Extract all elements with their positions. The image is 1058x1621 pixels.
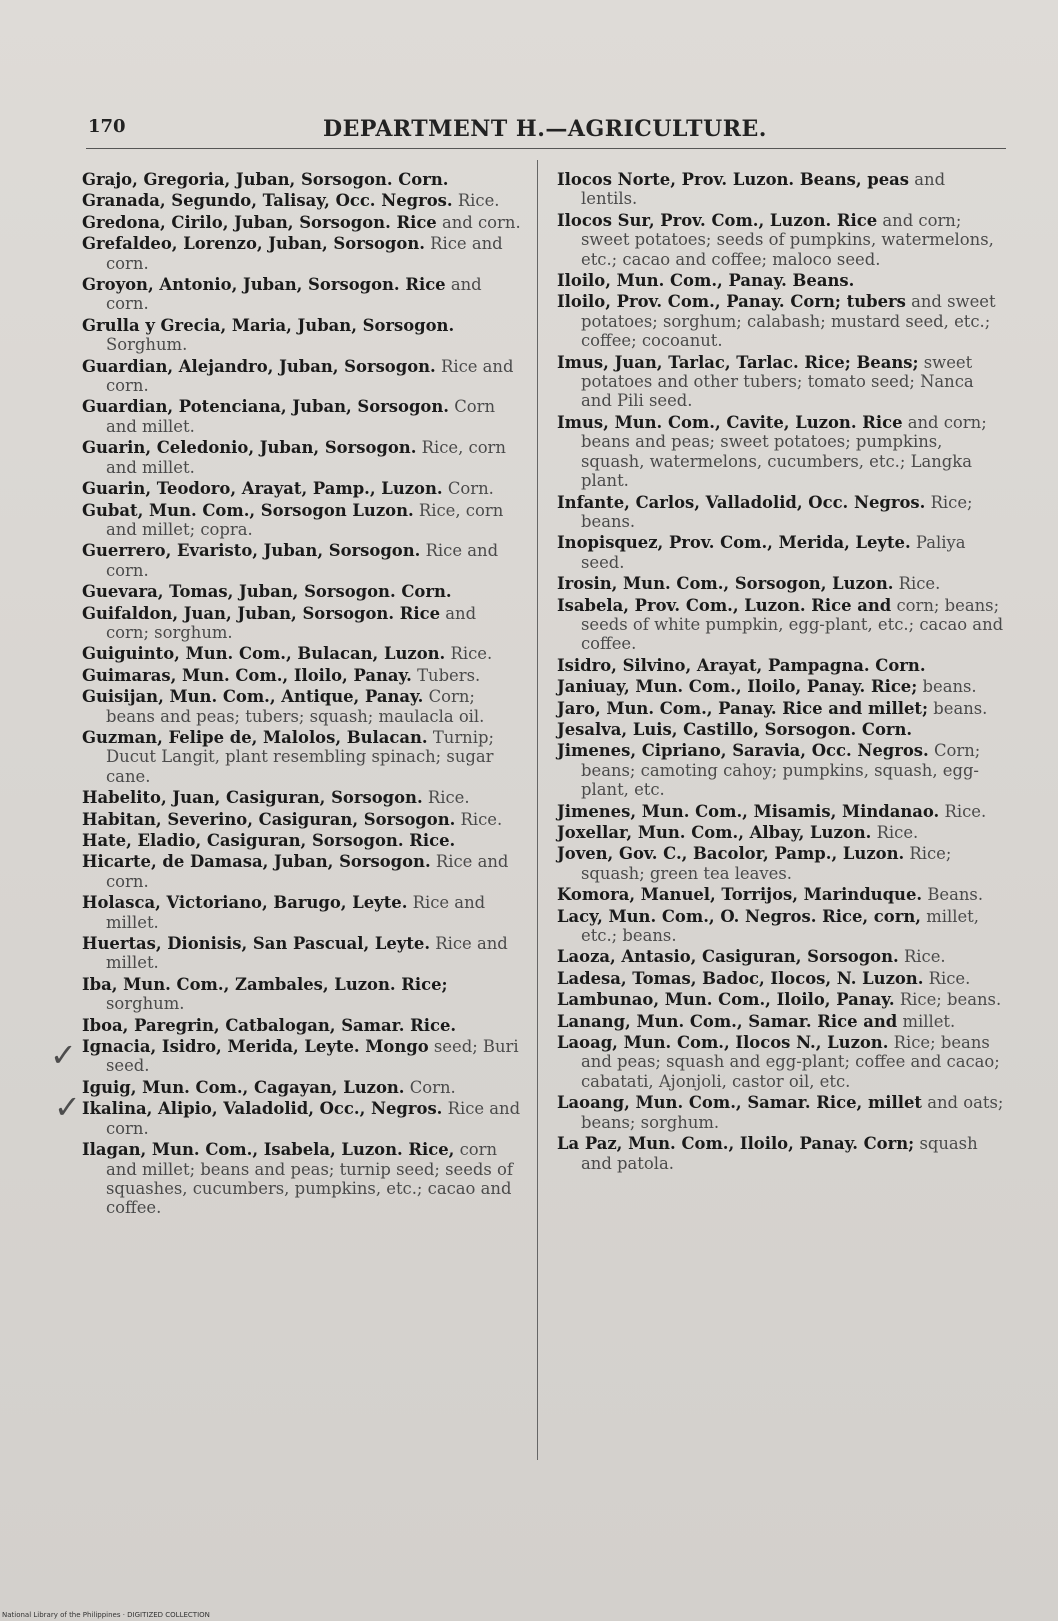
entry-description: Rice; squash; green tea leaves.	[581, 844, 952, 883]
entry-heading: Joven, Gov. C., Bacolor, Pamp., Luzon.	[557, 844, 905, 864]
entry-heading: Guimaras, Mun. Com., Iloilo, Panay.	[82, 665, 412, 685]
entry-heading: Irosin, Mun. Com., Sorsogon, Luzon.	[557, 574, 894, 594]
entry-heading: Ilagan, Mun. Com., Isabela, Luzon. Rice,	[82, 1140, 455, 1160]
column-divider	[537, 160, 538, 1460]
entry-heading: Ilocos Norte, Prov. Luzon. Beans, peas	[557, 170, 910, 189]
entry-heading: Inopisquez, Prov. Com., Merida, Leyte.	[557, 533, 911, 553]
entry-heading: Iloilo, Prov. Com., Panay. Corn; tubers	[557, 292, 906, 312]
entry-description: seed; Buri seed.	[106, 1037, 519, 1076]
list-item	[82, 234, 522, 273]
list-item	[557, 947, 1005, 966]
page-number: 170	[88, 116, 126, 137]
list-item	[557, 699, 1005, 718]
entry-heading: Ladesa, Tomas, Badoc, Ilocos, N. Luzon.	[557, 968, 924, 988]
list-item	[82, 604, 522, 643]
entry-description: Rice; beans.	[899, 990, 1002, 1010]
entry-heading: Grefaldeo, Lorenzo, Juban, Sorsogon.	[82, 234, 425, 254]
entry-description: Sorghum.	[106, 335, 188, 355]
entry-heading: Lambunao, Mun. Com., Iloilo, Panay.	[557, 990, 895, 1010]
entry-heading: Ilocos Sur, Prov. Com., Luzon. Rice	[557, 210, 878, 230]
entry-heading: Ikalina, Alipio, Valadolid, Occ., Negros.	[82, 1099, 443, 1119]
entry-heading: Jimenes, Mun. Com., Misamis, Mindanao.	[557, 801, 940, 821]
list-item	[557, 907, 1005, 946]
entry-description: Corn; beans and peas; tubers; squash; maulacla oil.	[106, 687, 485, 726]
list-item	[557, 1033, 1005, 1091]
entry-heading: Jesalva, Luis, Castillo, Sorsogon. Corn.	[557, 719, 913, 739]
entry-heading: Grulla y Grecia, Maria, Juban, Sorsogon.	[82, 315, 455, 335]
list-item	[82, 357, 522, 396]
list-item	[82, 831, 522, 850]
entry-heading: Guzman, Felipe de, Malolos, Bulacan.	[82, 727, 428, 747]
entry-description: Rice; beans and peas; squash and egg-plant; coffee and cacao; cabatati, Ajonjoli, castor oil, etc.	[581, 1033, 1000, 1091]
list-item	[82, 788, 522, 807]
entry-description: Corn and millet.	[106, 397, 496, 436]
entry-heading: Jaro, Mun. Com., Panay. Rice and millet;	[557, 698, 929, 718]
entry-heading: Guifaldon, Juan, Juban, Sorsogon. Rice	[82, 603, 441, 623]
list-item	[82, 501, 522, 540]
entry-heading: Groyon, Antonio, Juban, Sorsogon. Rice	[82, 275, 446, 295]
header-rule	[86, 148, 1006, 149]
entry-description: Rice.	[876, 823, 919, 842]
list-item	[82, 852, 522, 891]
entry-description: squash and patola.	[581, 1134, 978, 1173]
entry-heading: Guarin, Teodoro, Arayat, Pamp., Luzon.	[82, 479, 443, 499]
entry-description: and lentils.	[581, 170, 946, 209]
entry-heading: Imus, Juan, Tarlac, Tarlac. Rice; Beans;	[557, 352, 919, 372]
entry-heading: Hicarte, de Damasa, Juban, Sorsogon.	[82, 852, 431, 872]
entry-heading: Isidro, Silvino, Arayat, Pampagna. Corn.	[557, 655, 926, 675]
list-item	[82, 975, 522, 1014]
entry-heading: Isabela, Prov. Com., Luzon. Rice and	[557, 595, 892, 615]
list-item	[82, 810, 522, 829]
list-item	[557, 292, 1005, 350]
entry-description: Paliya seed.	[581, 533, 966, 572]
entry-description: and corn; sorghum.	[106, 603, 477, 642]
entry-description: corn and millet; beans and peas; turnip seed; seeds of squashes, cucumbers, pumpkins, etc.; cacao and coffee.	[106, 1140, 513, 1218]
list-item	[82, 1016, 522, 1035]
list-item	[557, 844, 1005, 883]
entry-heading: Grajo, Gregoria, Juban, Sorsogon. Corn.	[82, 170, 449, 189]
entry-description: and corn; beans and peas; sweet potatoes; pumpkins, squash, watermelons, cucumbers, etc.; Langka plant.	[581, 412, 987, 491]
list-item	[82, 644, 522, 663]
list-item	[557, 990, 1005, 1009]
entry-heading: Guevara, Tomas, Juban, Sorsogon. Corn.	[82, 582, 452, 602]
entry-heading: Holasca, Victoriano, Barugo, Leyte.	[82, 893, 408, 913]
entry-description: Rice and corn.	[106, 1099, 521, 1138]
entry-description: Rice.	[450, 644, 493, 664]
list-item	[82, 213, 522, 232]
list-item	[82, 666, 522, 685]
list-item	[82, 687, 522, 726]
entry-description: Rice and corn.	[106, 852, 509, 891]
list-item	[82, 397, 522, 436]
list-item	[82, 893, 522, 932]
list-item	[557, 1134, 1005, 1173]
entry-heading: Jimenes, Cipriano, Saravia, Occ. Negros.	[557, 741, 929, 761]
entry-heading: Iguig, Mun. Com., Cagayan, Luzon.	[82, 1077, 405, 1097]
entry-description: Rice.	[457, 191, 500, 211]
list-item	[557, 656, 1005, 675]
list-item	[557, 211, 1005, 269]
entry-heading: Lanang, Mun. Com., Samar. Rice and	[557, 1011, 898, 1031]
list-item	[557, 969, 1005, 988]
list-item	[82, 1037, 522, 1076]
list-item	[82, 1140, 522, 1218]
entry-description: Rice.	[460, 809, 503, 829]
entry-heading: Iba, Mun. Com., Zambales, Luzon. Rice;	[82, 974, 448, 994]
list-item	[557, 493, 1005, 532]
entry-description: Rice and corn.	[106, 234, 503, 273]
entry-heading: Infante, Carlos, Valladolid, Occ. Negros.	[557, 492, 926, 512]
entry-heading: Laoag, Mun. Com., Ilocos N., Luzon.	[557, 1033, 889, 1053]
list-item	[82, 1099, 522, 1138]
entry-heading: Ignacia, Isidro, Merida, Leyte. Mongo	[82, 1037, 429, 1057]
entry-heading: Joxellar, Mun. Com., Albay, Luzon.	[557, 823, 872, 842]
list-item	[82, 934, 522, 973]
entry-heading: Habitan, Severino, Casiguran, Sorsogon.	[82, 809, 456, 829]
entry-heading: Habelito, Juan, Casiguran, Sorsogon.	[82, 788, 423, 808]
list-item	[82, 275, 522, 314]
entry-description: sorghum.	[106, 994, 185, 1014]
list-item	[82, 316, 522, 355]
entry-description: beans.	[933, 698, 988, 718]
list-item	[557, 802, 1005, 821]
list-item	[82, 438, 522, 477]
entry-heading: Janiuay, Mun. Com., Iloilo, Panay. Rice;	[557, 677, 918, 697]
entry-description: corn; beans; seeds of white pumpkin, egg-plant, etc.; cacao and coffee.	[581, 595, 1004, 654]
entry-description: Rice and millet.	[106, 893, 486, 932]
entry-description: Rice and corn.	[106, 541, 499, 580]
list-item	[557, 574, 1005, 593]
entry-description: and oats; beans; sorghum.	[581, 1093, 1004, 1132]
list-item	[557, 741, 1005, 799]
entry-description: and corn.	[106, 275, 482, 314]
entry-description: Rice; beans.	[581, 492, 973, 531]
list-item	[557, 677, 1005, 696]
list-item	[82, 170, 522, 189]
entry-heading: Huertas, Dionisis, San Pascual, Leyte.	[82, 934, 431, 954]
entry-heading: Gubat, Mun. Com., Sorsogon Luzon.	[82, 500, 414, 520]
list-item	[557, 823, 1005, 842]
entry-description: Rice and corn.	[106, 356, 514, 396]
list-item	[557, 271, 1005, 290]
entry-heading: Guerrero, Evaristo, Juban, Sorsogon.	[82, 541, 421, 561]
entry-heading: Iloilo, Mun. Com., Panay. Beans.	[557, 271, 855, 291]
entry-description: Rice.	[427, 788, 470, 808]
entry-description: Rice and millet.	[106, 934, 508, 973]
list-item	[557, 1093, 1005, 1132]
entry-description: Beans.	[927, 885, 984, 905]
entry-description: and sweet potatoes; sorghum; calabash; mustard seed, etc.; coffee; cocoanut.	[581, 292, 996, 351]
list-item	[557, 596, 1005, 654]
list-item	[82, 479, 522, 498]
entry-description: and corn; sweet potatoes; seeds of pumpkins, watermelons, etc.; cacao and coffee; maloco seed.	[581, 210, 994, 269]
entry-heading: Guardian, Alejandro, Juban, Sorsogon.	[82, 356, 436, 376]
list-item	[557, 885, 1005, 904]
list-item	[557, 353, 1005, 411]
entry-heading: Laoza, Antasio, Casiguran, Sorsogon.	[557, 947, 899, 967]
entry-description: millet, etc.; beans.	[581, 906, 979, 946]
running-title: DEPARTMENT H.—AGRICULTURE.	[323, 116, 767, 142]
entry-heading: Hate, Eladio, Casiguran, Sorsogon. Rice.	[82, 831, 456, 850]
entry-description: Rice.	[944, 801, 987, 821]
entry-description: Rice, corn and millet.	[106, 438, 506, 477]
list-item	[82, 728, 522, 786]
entry-heading: Iboa, Paregrin, Catbalogan, Samar. Rice.	[82, 1015, 457, 1035]
left-column	[82, 170, 522, 1220]
entry-description: Rice, corn and millet; copra.	[106, 500, 504, 539]
entry-description: sweet potatoes and other tubers; tomato seed; Nanca and Pili seed.	[581, 352, 974, 411]
entry-description: Rice.	[903, 947, 946, 967]
entry-description: Turnip; Ducut Langit, plant resembling spinach; sugar cane.	[106, 727, 494, 786]
list-item	[557, 533, 1005, 572]
footer-credit: National Library of the Philippines · DIGITIZED COLLECTION	[2, 1611, 210, 1619]
entry-description: millet.	[902, 1011, 956, 1031]
entry-description: Corn.	[447, 479, 494, 499]
list-item	[557, 170, 1005, 209]
list-item	[82, 191, 522, 210]
entry-description: Tubers.	[417, 665, 481, 685]
entry-description: and corn.	[441, 212, 521, 232]
list-item	[82, 1078, 522, 1097]
entry-description: Rice.	[928, 968, 971, 988]
list-item	[82, 541, 522, 580]
list-item	[557, 413, 1005, 491]
entry-description: beans.	[922, 677, 977, 697]
list-item	[557, 720, 1005, 739]
entry-heading: Guarin, Celedonio, Juban, Sorsogon.	[82, 438, 417, 458]
check-mark-icon: ✓	[50, 1036, 77, 1074]
entry-heading: Guisijan, Mun. Com., Antique, Panay.	[82, 687, 424, 707]
entry-heading: Lacy, Mun. Com., O. Negros. Rice, corn,	[557, 906, 921, 926]
entry-heading: Granada, Segundo, Talisay, Occ. Negros.	[82, 191, 453, 211]
entry-heading: Imus, Mun. Com., Cavite, Luzon. Rice	[557, 412, 903, 432]
entry-description: Corn.	[409, 1077, 456, 1097]
entry-heading: Komora, Manuel, Torrijos, Marinduque.	[557, 885, 923, 905]
entry-heading: Laoang, Mun. Com., Samar. Rice, millet	[557, 1093, 922, 1113]
entry-heading: La Paz, Mun. Com., Iloilo, Panay. Corn;	[557, 1134, 915, 1154]
list-item	[82, 582, 522, 601]
entry-heading: Gredona, Cirilo, Juban, Sorsogon. Rice	[82, 212, 437, 232]
entry-heading: Guardian, Potenciana, Juban, Sorsogon.	[82, 397, 449, 417]
right-column	[557, 170, 1005, 1175]
entry-description: Rice.	[898, 574, 941, 594]
list-item	[557, 1012, 1005, 1031]
entry-heading: Guiguinto, Mun. Com., Bulacan, Luzon.	[82, 644, 446, 664]
check-mark-icon: ✓	[54, 1088, 81, 1126]
entry-description: Corn; beans; camoting cahoy; pumpkins, squash, egg-plant, etc.	[581, 741, 981, 800]
